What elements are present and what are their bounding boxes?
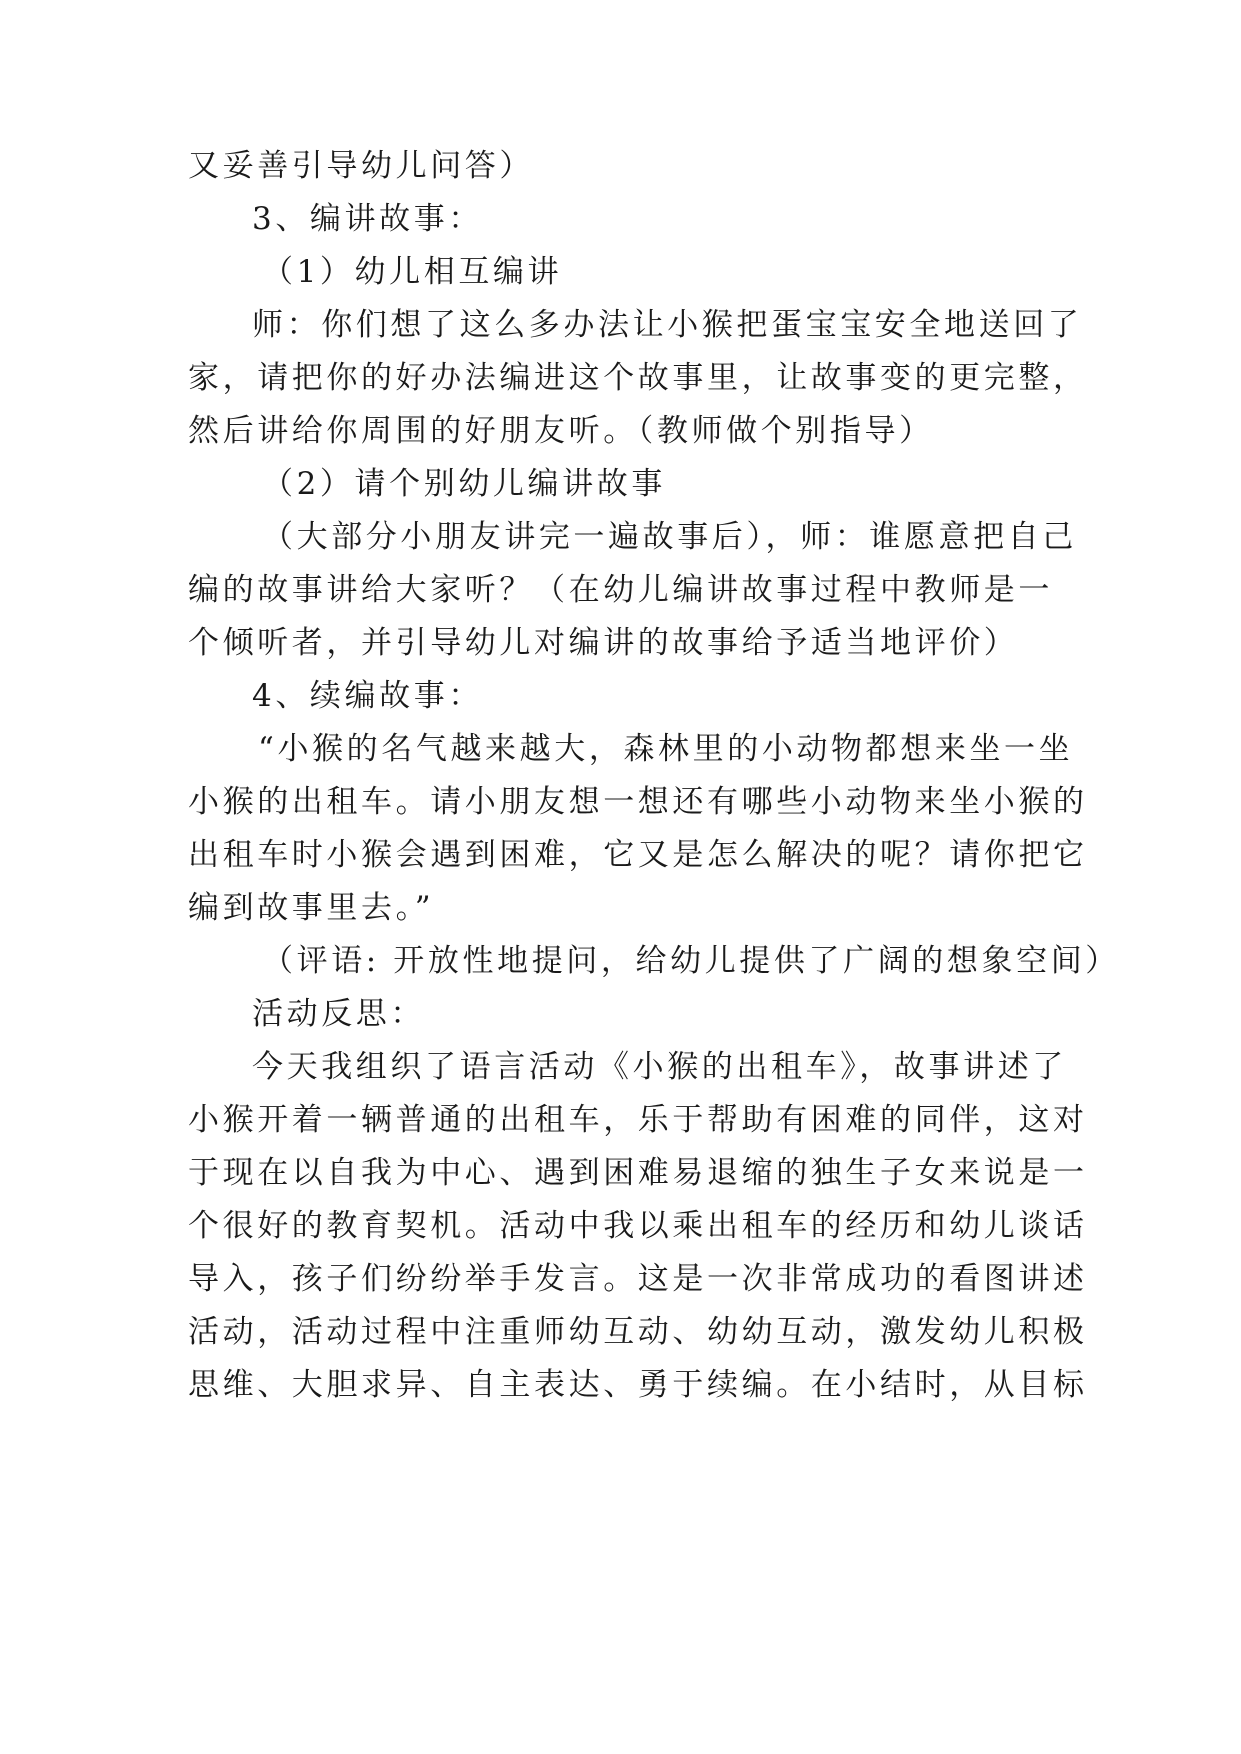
text-line: 家，请把你的好办法编进这个故事里，让故事变的更完整， (188, 360, 1088, 396)
section-heading: 3、编讲故事： (252, 201, 483, 237)
text-line: 思维、大胆求异、自主表达、勇于续编。在小结时，从目标 (188, 1367, 1088, 1403)
subsection-heading: （2）请个别幼儿编讲故事 (262, 466, 666, 502)
text-line: 编的故事讲给大家听？（在幼儿编讲故事过程中教师是一 (188, 572, 1053, 608)
text-line: 个很好的教育契机。活动中我以乘出租车的经历和幼儿谈话 (188, 1208, 1088, 1244)
text-line: 个倾听者，并引导幼儿对编讲的故事给予适当地评价） (188, 625, 1019, 661)
section-heading: 4、续编故事： (252, 678, 483, 714)
text-line: 小猴开着一辆普通的出租车，乐于帮助有困难的同伴，这对 (188, 1102, 1088, 1138)
section-heading: 活动反思： (252, 996, 425, 1032)
text-line: 于现在以自我为中心、遇到困难易退缩的独生子女来说是一 (188, 1155, 1088, 1191)
text-line: 师：你们想了这么多办法让小猴把蛋宝宝安全地送回了 (252, 307, 1083, 343)
text-line: 然后讲给你周围的好朋友听。（教师做个别指导） (188, 413, 934, 449)
text-line: “小猴的名气越来越大，森林里的小动物都想来坐一坐 (258, 731, 1074, 767)
text-line: 又妥善引导幼儿问答） (188, 148, 534, 184)
text-line: 活动，活动过程中注重师幼互动、幼幼互动，激发幼儿积极 (188, 1314, 1088, 1350)
text-line: 小猴的出租车。请小朋友想一想还有哪些小动物来坐小猴的 (188, 784, 1088, 820)
text-line: （大部分小朋友讲完一遍故事后），师：谁愿意把自己 (262, 519, 1077, 555)
text-line: 今天我组织了语言活动《小猴的出租车》，故事讲述了 (252, 1049, 1067, 1085)
subsection-heading: （1）幼儿相互编讲 (262, 254, 563, 290)
text-line: 出租车时小猴会遇到困难，它又是怎么解决的呢？请你把它 (188, 837, 1088, 873)
text-line: 编到故事里去。” (188, 890, 435, 926)
comment-line: （评语: 开放性地提问，给幼儿提供了广阔的想象空间） (262, 943, 1120, 979)
text-line: 导入，孩子们纷纷举手发言。这是一次非常成功的看图讲述 (188, 1261, 1088, 1297)
